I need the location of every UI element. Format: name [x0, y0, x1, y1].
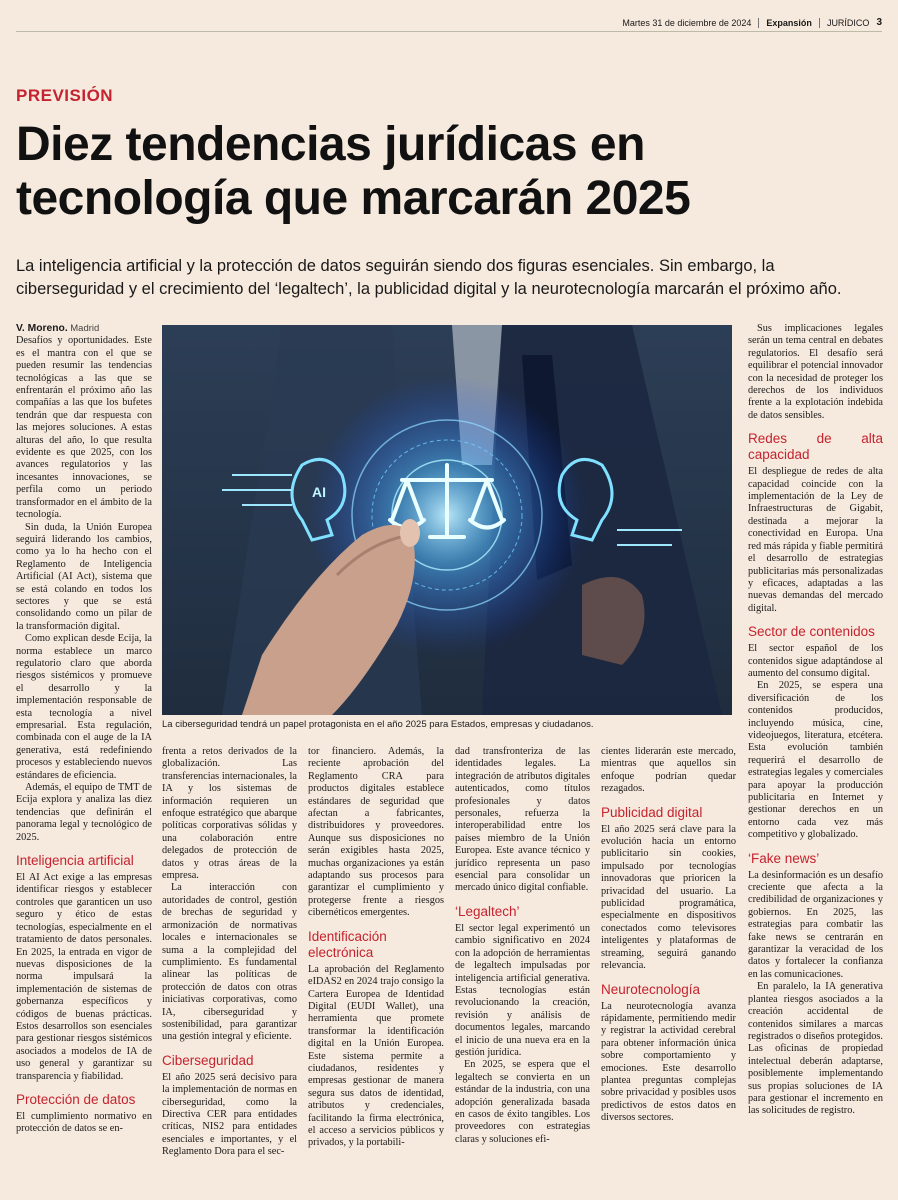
paragraph: El año 2025 será decisivo para la implementación de normas en ciberseguridad, como la Directiva CER para entidades críticas, NIS2 para entidades esenciales e importantes, y el Reglamento Dora para el sec-	[162, 1071, 297, 1158]
article-column-2	[162, 746, 297, 1159]
section-heading: Ciberseguridad	[162, 1052, 254, 1068]
page-number: 3	[876, 17, 882, 28]
paragraph: El cumplimiento normativo en protección de datos se en-	[16, 1110, 152, 1135]
paragraph: La neurotecnología avanza rápidamente, permitiendo medir y registrar la actividad cerebral para obtener información única sobre comportamiento y emociones. Este desarrollo plantea preguntas complejas sobre privacidad y posibles usos predictivos de estos datos en diversos sectores.	[601, 1000, 736, 1124]
header-divider	[758, 18, 759, 28]
article-column-6	[748, 323, 883, 1118]
paragraph: El despliegue de redes de alta capacidad coincide con la implementación de la Ley de Infraestructuras de Gigabit, destinada a mejorar la conectividad en Europa. Una red más rápida y fiable permitirá el desarrollo de estrategias publicitarias más personalizadas y eficaces, adaptadas a las nuevas demandas del mercado digital.	[748, 466, 883, 614]
lead-paragraph: La inteligencia artificial y la protección de datos seguirán siendo dos figuras esenciales. Sin embargo, la ciberseguridad y el crecimiento del ‘legaltech’, la publicidad digital y la neurotecnología marcarán el próximo año.	[16, 257, 842, 298]
article-column-5	[601, 746, 736, 1125]
section-heading: ‘Fake news’	[748, 850, 820, 866]
paragraph: cientes liderarán este mercado, mientras que aquellos sin enfoque podrían quedar rezagados.	[601, 746, 736, 795]
paragraph: frenta a retos derivados de la globalización. Las transferencias internacionales, la IA y los sistemas de información requieren un enfoque estratégico que abarque políticas corporativas sólidas y una colaboración entre delegados de protección de datos y otras áreas de la empresa.	[162, 746, 297, 882]
header-brand: Expansión	[766, 17, 812, 28]
header-section: JURÍDICO	[826, 17, 870, 28]
paragraph: El sector legal experimentó un cambio significativo en 2024 con la adopción de herramientas de legaltech impulsadas por inteligencia artificial generativa. Estas tecnologías están revolucionando la creación, revisión y análisis de documentos legales, marcando el inicio de una nueva era en la gestión jurídica.	[455, 922, 590, 1058]
header-date: Martes 31 de diciembre de 2024	[622, 17, 752, 28]
paragraph: En 2025, se espera que el legaltech se convierta en un estándar de la industria, con una adopción generalizada basada en casos de éxito tangibles. Los proveedores con estrategias claras y soluciones efi-	[455, 1059, 590, 1145]
paragraph: En 2025, se espera una diversificación de los contenidos producidos, incluyendo música, cine, videojuegos, literatura, etcétera. Esta evolución también requerirá el desarrollo de estrategias legales y comerciales para apoyar la producción publicitaria en Internet y gestionar derechos en un entorno cada vez más competitivo y globalizado.	[748, 680, 883, 841]
paragraph: Desafíos y oportunidades. Este es el mantra con el que se pueden resumir las tendencias tecnológicas a las que se enfrentarán el próximo año las compañías a las que los bufetes tendrán que dar respuesta con las mejores soluciones. A estas alturas del año, lo que resulta evidente es que 2025, con los avances regulatorios y las incesantes innovaciones, se perfila como un periodo transformador en el ámbito de la tecnología.	[16, 335, 152, 521]
paragraph: La interacción con autoridades de control, gestión de brechas de seguridad y armonización de normativas locales e internacionales se suma a la complejidad del cumplimiento. Es fundamental alinear las políticas de protección de datos con otras iniciativas corporativas, como IA, ciberseguridad y sostenibilidad, para garantizar una gestión integral y eficiente.	[162, 882, 297, 1043]
header-divider	[819, 18, 820, 28]
section-heading: Inteligencia artificial	[16, 853, 134, 869]
article-column-1	[16, 323, 152, 1136]
paragraph: dad transfronteriza de las identidades legales. La integración de atributos digitales autenticados, como títulos profesionales y datos personales, refuerza la interoperabilidad entre los países miembro de la Unión Europea. Este avance técnico y jurídico representa un paso esencial para consolidar un mercado único digital confiable.	[455, 746, 590, 894]
paragraph: El AI Act exige a las empresas identificar riesgos y establecer controles que garanticen un uso seguro y ético de estas tecnologías, especialmente en el tratamiento de datos personales. En 2025, la entrada en vigor de nuevas disposiciones de la norma impulsará la implementación de sistemas de gobernanza específicos y códigos de buenas prácticas. Estos desarrollos son esenciales para gestionar riesgos sistémicos asociados a modelos de IA de uso general y garantizar su transparencia y fiabilidad.	[16, 872, 152, 1082]
section-heading: ‘Legaltech’	[455, 903, 520, 919]
photo-caption: La ciberseguridad tendrá un papel protagonista en el año 2025 para Estados, empresas y ciudadanos.	[162, 719, 594, 730]
paragraph: El año 2025 será clave para la evolución hacia un entorno publicitario sin cookies, impulsado por tecnologías innovadoras que prioricen la privacidad del usuario. La publicidad programática, especialmente en dispositivos conectados como televisores inteligentes y plataformas de streaming, seguirá ganando relevancia.	[601, 823, 736, 972]
paragraph: El sector español de los contenidos sigue adaptándose al aumento del consumo digital.	[748, 643, 883, 679]
section-heading: Neurotecnología	[601, 981, 701, 997]
paragraph: Como explican desde Ecija, la norma establece un marco regulatorio claro que aborda riesgos sistémicos y promueve el desarrollo y la implementación responsable de esta tecnología a nivel empresarial. Esta regulación, combinada con el auge de la IA generativa, está redefiniendo procesos y estableciendo nuevos estándares de eficiencia.	[16, 633, 152, 781]
paragraph: Además, el equipo de TMT de Ecija explora y analiza las diez tendencias que definirán el panorama legal y tecnológico de 2025.	[16, 782, 152, 843]
paragraph: La aprobación del Reglamento eIDAS2 en 2024 trajo consigo la Cartera Europea de Identidad Digital (EUDI Wallet), una herramienta que promete transformar la identificación digital en la Unión Europea. Este sistema permite a ciudadanos, residentes y empresas gestionar de manera segura sus datos de identidad, atributos y credenciales, facilitando la firma electrónica, el acceso a servicios públicos y privados, y la portabili-	[308, 963, 444, 1149]
ai-label: AI	[312, 484, 326, 500]
headline: Diez tendencias jurídicas en tecnología que marcarán 2025	[16, 118, 691, 225]
kicker: PREVISIÓN	[16, 86, 114, 105]
paragraph: La desinformación es un desafío creciente que afecta a la credibilidad de organizaciones y gobiernos. En 2025, las estrategias para combatir las fake news se centrarán en garantizar la veracidad de los datos y fortalecer la confianza en las comunicaciones.	[748, 869, 883, 980]
page-header	[16, 14, 882, 32]
section-heading: Publicidad digital	[601, 804, 703, 820]
paragraph: Sus implicaciones legales serán un tema central en debates regulatorios. El desafío será equilibrar el potencial innovador con la necesidad de proteger los derechos de los individuos frente a la explotación indebida de datos sensibles.	[748, 323, 883, 421]
paragraph: En paralelo, la IA generativa plantea riesgos asociados a la creación accidental de contenidos similares a marcas registrados o diseños protegidos. Las oficinas de propiedad intelectual deberán adaptarse, posiblemente implementando sus propias soluciones de IA para gestionar el incremento en las solicitudes de registro.	[748, 981, 883, 1117]
section-heading: Protección de datos	[16, 1091, 136, 1107]
section-heading: Redes de alta capacidad	[748, 431, 883, 463]
article-column-3	[308, 746, 444, 1150]
article-photo	[162, 325, 732, 715]
section-heading: Sector de contenidos	[748, 624, 875, 640]
byline-place: Madrid	[70, 323, 100, 334]
section-heading: Identificación electrónica	[308, 928, 387, 960]
paragraph: Sin duda, la Unión Europea seguirá liderando los cambios, como ya lo ha hecho con el Reglamento de Inteligencia Artificial (AI Act), sistema que se está colando en todos los sectores y que se está consolidando como un pilar de la transformación digital.	[16, 521, 152, 632]
byline-author: V. Moreno.	[16, 323, 68, 334]
article-column-4	[455, 746, 590, 1146]
byline	[16, 323, 152, 335]
paragraph: tor financiero. Además, la reciente aprobación del Reglamento CRA para productos digitales establece estándares de seguridad que afectan a fabricantes, distribuidores y proveedores. Aunque sus disposiciones no serán exigibles hasta 2025, muchas organizaciones ya están adaptando sus procesos para garantizar el cumplimiento y protegerse frente a riesgos cibernéticos emergentes.	[308, 746, 444, 919]
